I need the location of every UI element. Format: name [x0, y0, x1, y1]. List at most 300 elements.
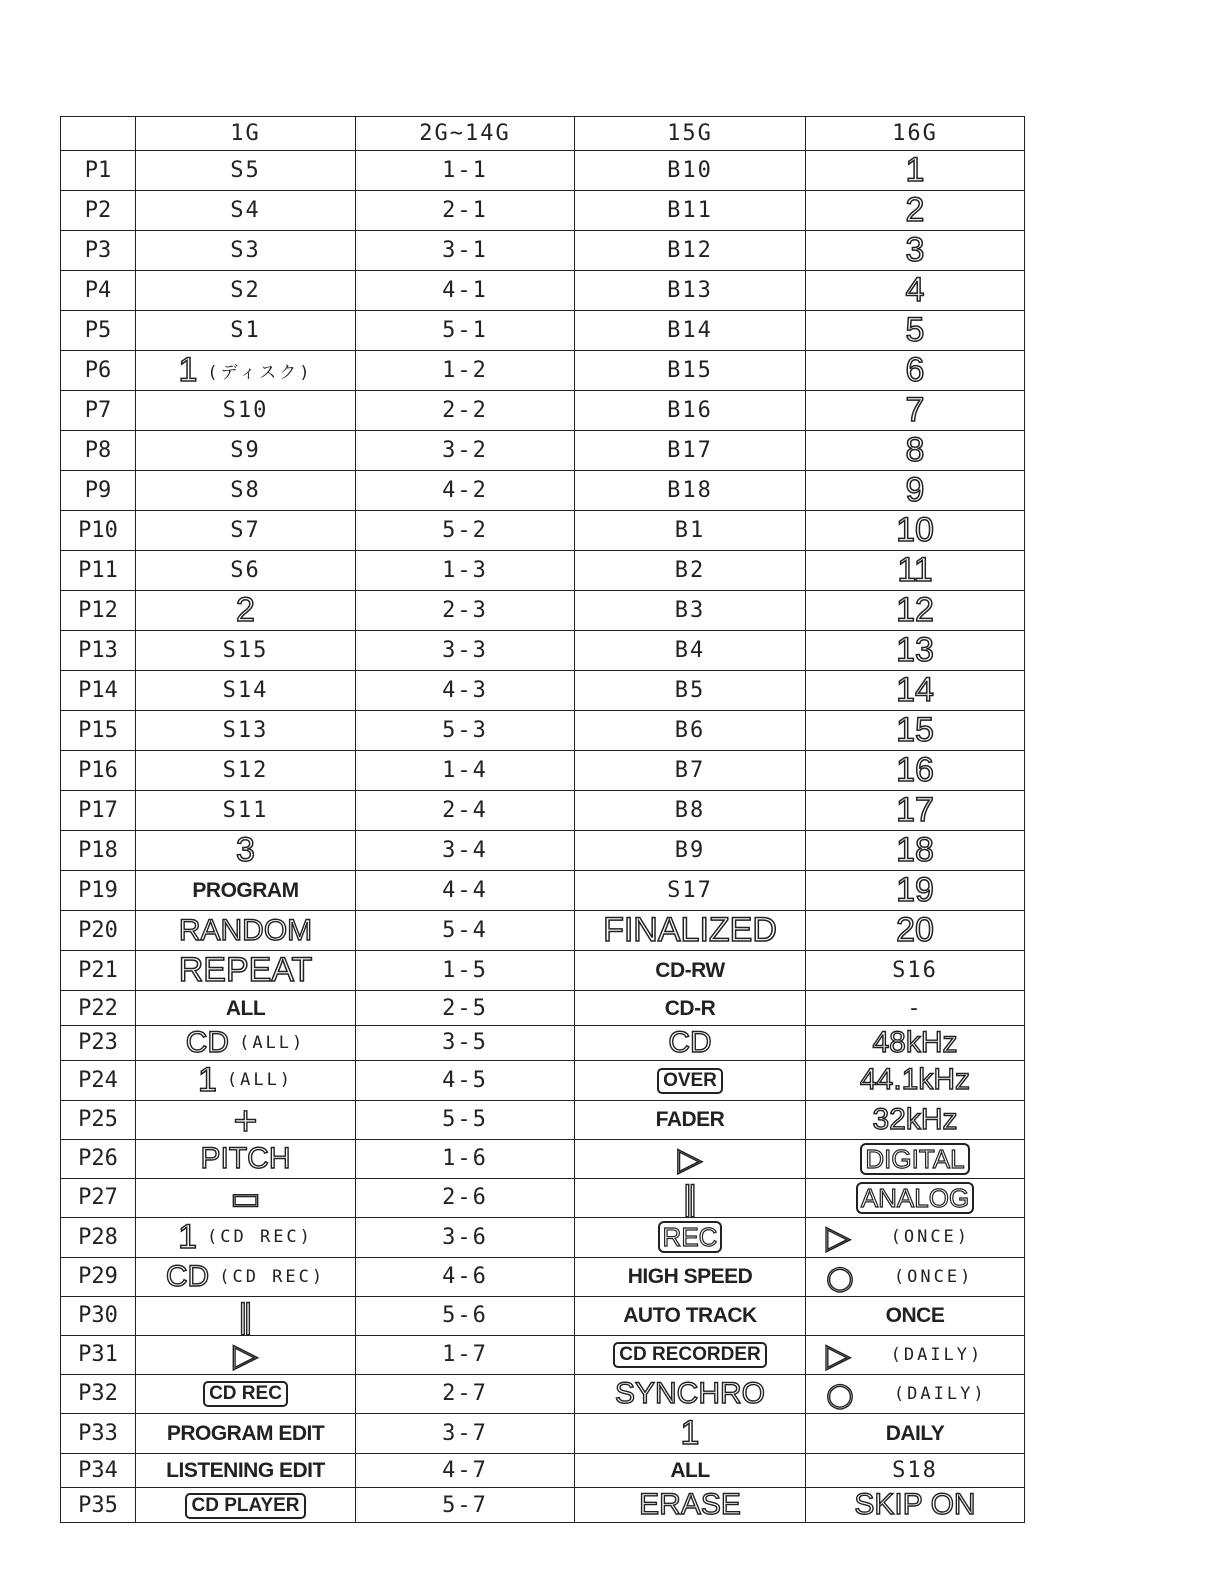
cell-g1	[136, 311, 356, 351]
cell-value: 9	[905, 471, 925, 510]
cell-value: ANALOG	[856, 1182, 974, 1214]
cell-value: B11	[667, 198, 713, 224]
cell-value: 5-6	[442, 1303, 488, 1329]
cell-g15	[575, 511, 806, 551]
cell-value: 5-7	[442, 1492, 488, 1518]
header-cell-blank	[61, 117, 136, 151]
cell-g15	[575, 911, 806, 951]
cell-g1	[136, 871, 356, 911]
cell-symbol: CD	[165, 1259, 210, 1293]
cell-g16	[806, 951, 1025, 991]
cell-g16	[806, 1100, 1025, 1139]
cell-value: B12	[667, 238, 713, 264]
header-cell-16g: 16G	[806, 117, 1025, 151]
table-row	[61, 911, 1025, 951]
cell-g2	[356, 1178, 575, 1217]
cell-g1	[136, 791, 356, 831]
cell-value: 1-7	[442, 1342, 488, 1368]
cell-g1	[136, 591, 356, 631]
table-row	[61, 271, 1025, 311]
row-label: P5	[61, 311, 136, 351]
cell-g16	[806, 671, 1025, 711]
cell-g2	[356, 151, 575, 191]
cell-value: 2	[236, 591, 255, 630]
cell-g2	[356, 711, 575, 751]
row-label: P29	[61, 1257, 136, 1296]
cell-g15	[575, 231, 806, 271]
row-label: P27	[61, 1178, 136, 1217]
cell-g16	[806, 1025, 1025, 1060]
cell-value: 2-4	[442, 798, 488, 824]
cell-g2	[356, 831, 575, 871]
row-label: P35	[61, 1488, 136, 1523]
table-row	[61, 751, 1025, 791]
cell-g1	[136, 1296, 356, 1335]
cell-g15	[575, 871, 806, 911]
cell-g1	[136, 1374, 356, 1413]
cell-g15	[575, 1374, 806, 1413]
cell-value: B14	[667, 318, 713, 344]
cell-value: B18	[667, 478, 713, 504]
cell-value: S3	[230, 238, 261, 264]
cell-value: +	[232, 1100, 259, 1139]
cell-g15	[575, 1100, 806, 1139]
table-row	[61, 1025, 1025, 1060]
cell-symbol: 1	[178, 1217, 198, 1256]
cell-value: 20	[896, 911, 934, 950]
table-row	[61, 791, 1025, 831]
cell-value: 13	[896, 631, 934, 670]
cell-g2	[356, 1413, 575, 1453]
cell-value: S9	[230, 438, 261, 464]
cell-value: S14	[222, 678, 269, 704]
cell-g1	[136, 951, 356, 991]
cell-g15	[575, 1453, 806, 1487]
cell-g16	[806, 711, 1025, 751]
cell-value: 3-6	[442, 1224, 488, 1250]
cell-value: 3-7	[442, 1420, 488, 1446]
cell-note: (CD REC)	[219, 1266, 326, 1287]
cell-value: 3	[905, 231, 925, 270]
table-row	[61, 831, 1025, 871]
cell-value: CD	[668, 1025, 712, 1059]
cell-g15	[575, 631, 806, 671]
cell-value: 2-2	[442, 398, 488, 424]
cell-value: B15	[667, 358, 713, 384]
cell-value: 1	[905, 151, 925, 190]
cell-g16	[806, 311, 1025, 351]
cell-g2	[356, 1025, 575, 1060]
cell-note: (ONCE)	[893, 1266, 974, 1287]
cell-g2	[356, 311, 575, 351]
row-label: P2	[61, 191, 136, 231]
cell-g1	[136, 1060, 356, 1100]
cell-value: 17	[896, 791, 934, 830]
cell-g1	[136, 1453, 356, 1487]
cell-value: 3-5	[442, 1030, 488, 1056]
cell-value: ▷	[677, 1139, 703, 1178]
row-label: P26	[61, 1139, 136, 1178]
cell-g15	[575, 1257, 806, 1296]
row-label: P1	[61, 151, 136, 191]
table-row	[61, 1453, 1025, 1487]
cell-value: 4	[905, 271, 925, 310]
cell-g1	[136, 471, 356, 511]
cell-g1	[136, 231, 356, 271]
cell-g15	[575, 391, 806, 431]
cell-g2	[356, 631, 575, 671]
cell-value: 4-4	[442, 878, 488, 904]
row-label: P14	[61, 671, 136, 711]
cell-value: S7	[230, 518, 261, 544]
cell-value: 1-4	[442, 758, 488, 784]
cell-g16	[806, 1178, 1025, 1217]
row-label: P7	[61, 391, 136, 431]
cell-g1	[136, 1335, 356, 1374]
cell-g1	[136, 751, 356, 791]
cell-value: 1	[680, 1413, 700, 1452]
cell-g16	[806, 751, 1025, 791]
cell-g1	[136, 1488, 356, 1523]
cell-g2	[356, 911, 575, 951]
row-label: P24	[61, 1060, 136, 1100]
cell-value: 3-3	[442, 638, 488, 664]
row-label: P12	[61, 591, 136, 631]
cell-g16	[806, 191, 1025, 231]
cell-symbol: ▷	[826, 1335, 851, 1374]
table-row	[61, 591, 1025, 631]
cell-g2	[356, 1335, 575, 1374]
header-cell-2g-14g: 2G~14G	[356, 117, 575, 151]
table-row	[61, 711, 1025, 751]
cell-value: B17	[667, 438, 713, 464]
table-row	[61, 431, 1025, 471]
cell-value: 3-1	[442, 238, 488, 264]
row-label: P19	[61, 871, 136, 911]
cell-g15	[575, 591, 806, 631]
cell-g2	[356, 1488, 575, 1523]
table-row	[61, 1257, 1025, 1296]
row-label: P28	[61, 1217, 136, 1257]
cell-value: -	[907, 995, 923, 1021]
header-row	[61, 117, 1025, 151]
cell-value: REC	[658, 1221, 723, 1253]
cell-g2	[356, 431, 575, 471]
row-label: P31	[61, 1335, 136, 1374]
cell-g15	[575, 1488, 806, 1523]
row-label: P20	[61, 911, 136, 951]
cell-value: PITCH	[200, 1141, 291, 1175]
cell-g2	[356, 511, 575, 551]
row-label: P22	[61, 991, 136, 1025]
table-row	[61, 1060, 1025, 1100]
cell-g1	[136, 511, 356, 551]
cell-value: B7	[674, 758, 706, 784]
cell-value: 2-3	[442, 598, 488, 624]
row-label: P13	[61, 631, 136, 671]
cell-g2	[356, 1453, 575, 1487]
cell-g15	[575, 831, 806, 871]
cell-value: CD-RW	[655, 959, 725, 983]
cell-g1	[136, 351, 356, 391]
cell-g1	[136, 711, 356, 751]
row-label: P23	[61, 1025, 136, 1060]
table-row	[61, 391, 1025, 431]
cell-g1	[136, 1025, 356, 1060]
table-row	[61, 151, 1025, 191]
row-label: P32	[61, 1374, 136, 1413]
cell-g15	[575, 951, 806, 991]
cell-value: S11	[222, 798, 269, 824]
cell-g1	[136, 1178, 356, 1217]
cell-g15	[575, 551, 806, 591]
cell-g15	[575, 1060, 806, 1100]
table-row	[61, 1296, 1025, 1335]
cell-value: B2	[674, 558, 706, 584]
cell-note: (ALL)	[226, 1070, 294, 1091]
cell-value: 48kHz	[872, 1025, 958, 1059]
cell-value: 8	[905, 431, 925, 470]
table-row	[61, 871, 1025, 911]
cell-g15	[575, 1178, 806, 1217]
cell-g16	[806, 231, 1025, 271]
cell-note: (ONCE)	[890, 1227, 971, 1248]
cell-value: 5-1	[442, 318, 488, 344]
cell-g16	[806, 351, 1025, 391]
cell-g16	[806, 911, 1025, 951]
cell-value: FINALIZED	[603, 911, 777, 950]
row-label: P3	[61, 231, 136, 271]
cell-value: 4-7	[442, 1457, 488, 1483]
table-row	[61, 231, 1025, 271]
cell-g16	[806, 271, 1025, 311]
cell-value: 5-2	[442, 518, 488, 544]
cell-symbol: 1	[197, 1060, 217, 1099]
cell-g2	[356, 1060, 575, 1100]
cell-value: 5-4	[442, 918, 488, 944]
cell-g2	[356, 951, 575, 991]
row-label: P8	[61, 431, 136, 471]
cell-g2	[356, 271, 575, 311]
cell-g1	[136, 151, 356, 191]
cell-g15	[575, 471, 806, 511]
row-label: P16	[61, 751, 136, 791]
cell-value: S18	[892, 1457, 938, 1483]
cell-value: 10	[896, 511, 934, 550]
cell-g15	[575, 191, 806, 231]
cell-value: 19	[896, 871, 934, 910]
cell-value: 18	[896, 831, 934, 870]
cell-g16	[806, 471, 1025, 511]
cell-g1	[136, 1217, 356, 1257]
cell-value: B8	[674, 798, 706, 824]
cell-value: 5-3	[442, 718, 488, 744]
cell-value: CD REC	[203, 1381, 288, 1407]
cell-value: S4	[230, 198, 261, 224]
cell-value: HIGH SPEED	[627, 1265, 753, 1289]
cell-value: S8	[230, 478, 261, 504]
cell-value: PROGRAM EDIT	[166, 1421, 325, 1445]
cell-g16	[806, 1060, 1025, 1100]
cell-g2	[356, 751, 575, 791]
cell-value: ALL	[225, 996, 266, 1020]
cell-value: DIGITAL	[860, 1143, 969, 1175]
cell-value: ERASE	[639, 1488, 741, 1522]
cell-value: S10	[222, 398, 269, 424]
table-row	[61, 1413, 1025, 1453]
row-label: P18	[61, 831, 136, 871]
cell-g2	[356, 1374, 575, 1413]
table-row	[61, 1335, 1025, 1374]
cell-value: 1-3	[442, 558, 488, 584]
cell-note: (DAILY)	[893, 1383, 987, 1404]
table-row	[61, 311, 1025, 351]
cell-g1	[136, 1257, 356, 1296]
cell-value: 32kHz	[872, 1102, 958, 1136]
table-row	[61, 1139, 1025, 1178]
cell-g16	[806, 391, 1025, 431]
cell-g2	[356, 231, 575, 271]
cell-g2	[356, 351, 575, 391]
cell-value: 1-5	[442, 958, 488, 984]
cell-value: S13	[222, 718, 269, 744]
cell-value: 2-6	[442, 1185, 488, 1211]
cell-g2	[356, 471, 575, 511]
cell-g2	[356, 1100, 575, 1139]
cell-value: S12	[222, 758, 269, 784]
cell-g2	[356, 871, 575, 911]
cell-value: REPEAT	[178, 951, 313, 990]
cell-value: S6	[230, 558, 261, 584]
cell-g1	[136, 391, 356, 431]
cell-value: 4-5	[442, 1067, 488, 1093]
header-cell-15g: 15G	[575, 117, 806, 151]
cell-g1	[136, 1413, 356, 1453]
row-label: P15	[61, 711, 136, 751]
cell-g15	[575, 1139, 806, 1178]
cell-g1	[136, 551, 356, 591]
cell-value: 5	[905, 311, 925, 350]
cell-value: S17	[667, 878, 713, 904]
cell-g2	[356, 191, 575, 231]
cell-g1	[136, 431, 356, 471]
cell-note: (ディスク)	[207, 363, 313, 384]
cell-g16	[806, 1217, 1025, 1257]
cell-value: 3-4	[442, 838, 488, 864]
cell-g15	[575, 271, 806, 311]
cell-g1	[136, 991, 356, 1025]
cell-g16	[806, 1488, 1025, 1523]
cell-value: ALL	[670, 1458, 710, 1482]
cell-value: 4-2	[442, 478, 488, 504]
cell-symbol: ▷	[826, 1218, 851, 1257]
cell-value: SYNCHRO	[614, 1376, 765, 1410]
cell-value: DAILY	[885, 1421, 945, 1445]
cell-g16	[806, 431, 1025, 471]
cell-value: S16	[892, 958, 938, 984]
cell-value: B3	[674, 598, 706, 624]
table-row	[61, 511, 1025, 551]
cell-value: LISTENING EDIT	[166, 1458, 325, 1482]
cell-value: 4-3	[442, 678, 488, 704]
cell-g16	[806, 1335, 1025, 1374]
cell-value: B10	[667, 158, 713, 184]
cell-value: OVER	[657, 1068, 723, 1094]
row-label: P4	[61, 271, 136, 311]
cell-g2	[356, 391, 575, 431]
cell-g15	[575, 351, 806, 391]
cell-g16	[806, 1413, 1025, 1453]
table-row	[61, 671, 1025, 711]
cell-value: CD PLAYER	[185, 1493, 305, 1519]
cell-g15	[575, 751, 806, 791]
cell-value: 2	[905, 191, 925, 230]
cell-value: 1-2	[442, 358, 488, 384]
cell-value: S1	[230, 318, 261, 344]
cell-value: 2-7	[442, 1381, 488, 1407]
table-row	[61, 471, 1025, 511]
cell-value: B9	[674, 838, 706, 864]
cell-g15	[575, 1413, 806, 1453]
cell-value: ‖	[237, 1296, 254, 1335]
cell-g16	[806, 831, 1025, 871]
cell-value: CD RECORDER	[613, 1342, 766, 1368]
cell-value: 7	[905, 391, 925, 430]
cell-g15	[575, 1296, 806, 1335]
cell-symbol: 1	[178, 351, 198, 390]
cell-value: RANDOM	[178, 913, 313, 947]
cell-g15	[575, 1025, 806, 1060]
cell-g16	[806, 1453, 1025, 1487]
cell-value: B6	[674, 718, 706, 744]
cell-value: 14	[896, 671, 934, 710]
cell-g2	[356, 1296, 575, 1335]
cell-g15	[575, 311, 806, 351]
cell-g2	[356, 1217, 575, 1257]
segment-assignment-table	[60, 116, 1025, 1523]
cell-value: S5	[230, 158, 261, 184]
cell-g1	[136, 831, 356, 871]
cell-g15	[575, 991, 806, 1025]
cell-g16	[806, 791, 1025, 831]
row-label: P9	[61, 471, 136, 511]
cell-value: ‖	[682, 1178, 698, 1217]
table-row	[61, 1374, 1025, 1413]
cell-g15	[575, 1217, 806, 1257]
cell-value: 12	[896, 591, 934, 630]
cell-value: AUTO TRACK	[623, 1304, 757, 1328]
header-cell-1g: 1G	[136, 117, 356, 151]
row-label: P17	[61, 791, 136, 831]
table-row	[61, 551, 1025, 591]
cell-g2	[356, 591, 575, 631]
cell-value: 2-1	[442, 198, 488, 224]
cell-value: CD-R	[664, 996, 716, 1020]
table-row	[61, 991, 1025, 1025]
cell-value: ▭	[230, 1178, 261, 1217]
row-label: P10	[61, 511, 136, 551]
row-label: P30	[61, 1296, 136, 1335]
cell-g2	[356, 1257, 575, 1296]
cell-value: 3-2	[442, 438, 488, 464]
cell-value: B4	[674, 638, 706, 664]
cell-g2	[356, 991, 575, 1025]
row-label: P6	[61, 351, 136, 391]
cell-value: 15	[896, 711, 934, 750]
cell-g16	[806, 1139, 1025, 1178]
cell-value: 1-1	[442, 158, 488, 184]
cell-g1	[136, 671, 356, 711]
